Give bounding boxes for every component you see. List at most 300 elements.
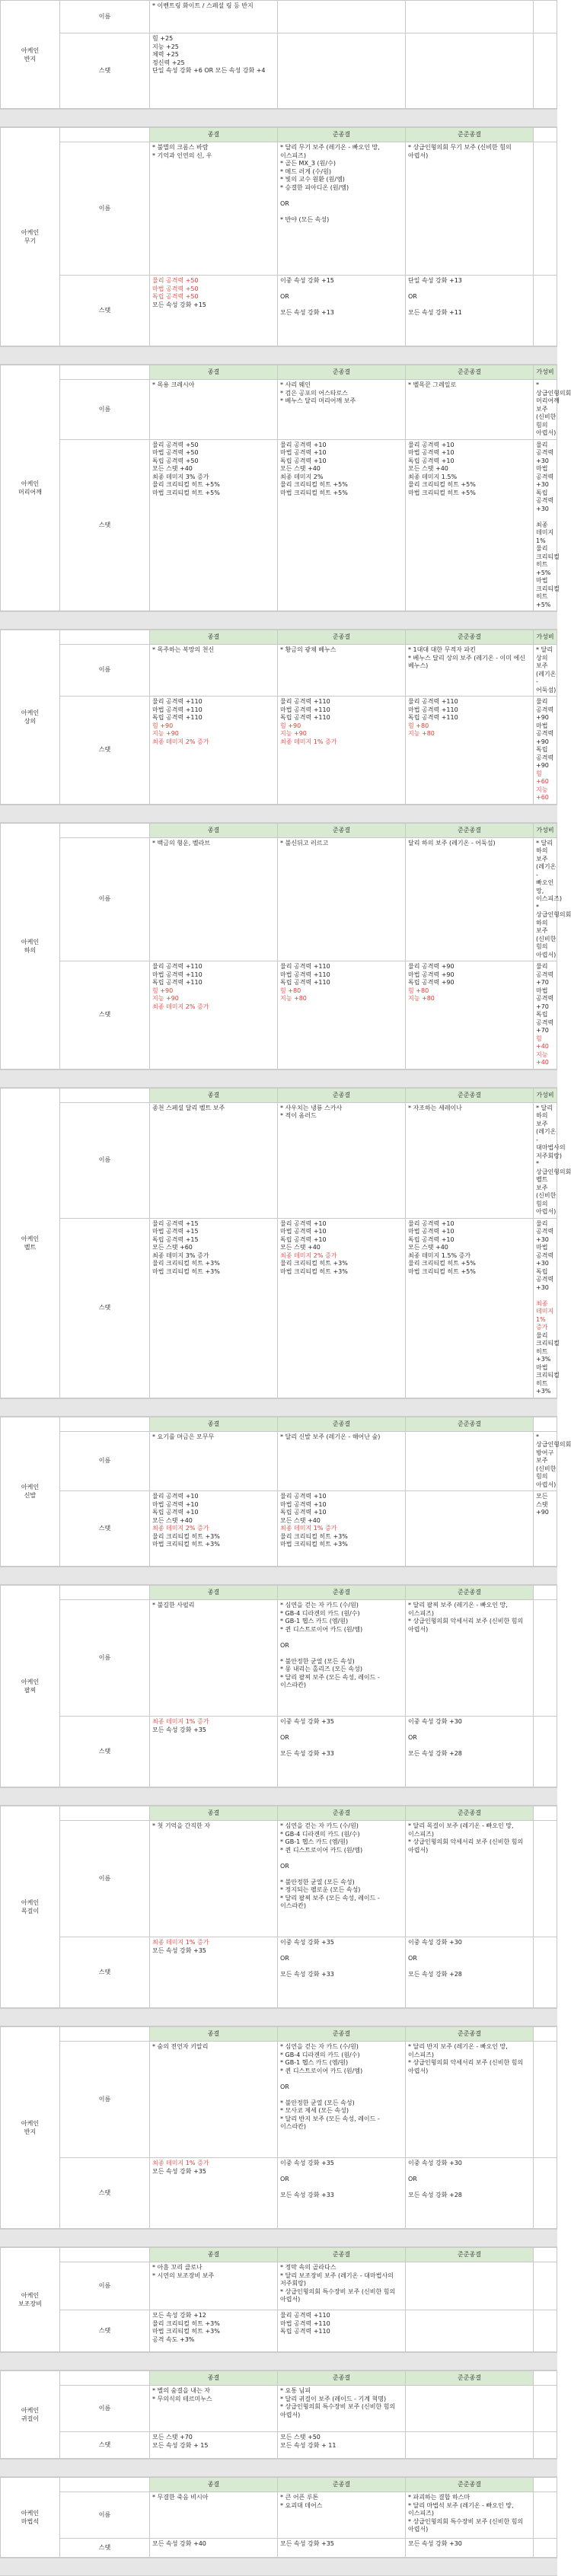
table-row [1,2432,557,2459]
section-divider [0,1070,557,1088]
table-cell [406,2158,534,2229]
cell-line: 물리 크리티컬 히트 +5% [152,481,220,488]
section-title: 아케인 마법석 [1,2478,60,2558]
table-cell [150,2539,278,2558]
cell-line: 단일 속성 강화 +6 OR 모든 속성 강화 +4 [152,67,266,74]
cell-line: 마법 공격력 +50 [152,449,199,456]
cell-line: 모든 스탯 +50 [280,2434,321,2441]
table-cell [150,2492,278,2539]
cell-line: 모든 스탯 +40 [280,1516,321,1524]
cell-line: * 사리 웨인 [280,381,311,388]
table-cell [150,2042,278,2158]
column-header: 가성비 [534,365,557,380]
table-row [1,645,557,697]
cell-line: * 황금의 광채 베누스 [280,646,337,653]
cell-line: 물리 공격력 +10 [280,1493,327,1500]
cell-line: 독립 공격력 +15 [152,1235,199,1243]
cell-line: * 숨의 전언자 키알리 [152,2043,209,2050]
cell-line: 모든 속성 강화 + 11 [280,2441,337,2449]
cell-line: 최종 데미지 1% 증가 [280,738,337,745]
cell-line: 모든 속성 강화 +28 [408,1971,462,1978]
cell-line: 독립 공격력 +110 [408,714,458,721]
cell-line: * 달리 보조장비 보주 (레기온 - 대마법사의 저주회랑) [280,2272,396,2287]
cell-line: * 상급인형의회 악세서리 보주 (신비한 힘의 아렵서) [408,1618,525,1633]
column-header: 가성비 [534,1088,557,1102]
cell-line: OR [280,1955,289,1962]
item-table [0,365,571,611]
section-divider [0,2558,557,2576]
cell-line: * 달리 하의 보주 (레기온 - 빠오인 망, 이스피즈) [536,839,563,902]
row-label: 스탯 [60,1937,150,2008]
cell-line: 물리 크리티컬 히트 +3% [280,1532,348,1540]
cell-line: 힘 +80 [280,987,301,994]
cell-line: 물리 공격력 +110 [408,698,458,705]
table-row [1,2492,557,2539]
cell-line: * 심연을 걷는 자 카드 (수/원) [280,1602,359,1608]
cell-line: * GB-1 헵스 카드 (엠/원) [280,2059,349,2066]
column-header: 준준종결 [406,2371,534,2386]
cell-line: OR [280,1641,289,1649]
cell-line: 지능 +60 [536,786,550,801]
cell-line: * 무결한 죽음 비시아 [152,2494,209,2501]
row-label: 스탯 [60,2539,150,2558]
table-cell [150,1491,278,1567]
cell-line: 모든 스탯 +40 [280,1244,321,1251]
cell-line: 마법 크리티컬 히트 +3% [152,2328,220,2335]
cell-line [280,1742,403,1751]
cell-line: * 베누스 달리 상의 보주 (레기온 - 이미 에신 베누스) [408,654,528,669]
cell-line: 마법 크리티컬 히트 +3% [280,1267,348,1275]
table-row [1,1218,557,1398]
table-cell [406,1102,534,1218]
table-row [1,837,557,961]
table-cell [534,2432,557,2459]
cell-line: OR [280,1734,289,1741]
cell-line: * 상급인형의회 무기 보주 (신비한 힘의 아렵서) [408,144,514,159]
table-cell [150,2262,278,2310]
table-cell [150,2310,278,2352]
section-title: 아케인 팔찌 [1,1586,60,1787]
cell-line: 종천 스페셜 달리 벨트 보주 [152,1104,225,1111]
cell-line: 최종 데미지 1% 증가 [152,1718,209,1725]
table-row [1,1491,557,1567]
cell-line: 마법 공격력 +10 [280,449,327,456]
header-blank [60,2027,150,2042]
cell-line: 독립 공격력 +50 [152,457,199,464]
cell-line: 모든 속성 강화 +13 [280,309,334,316]
header-blank [534,1586,557,1600]
cell-line: 단일 속성 강화 +13 [408,277,462,284]
cell-line: 독립 공격력 +70 [536,1011,556,1034]
cell-line: 독립 공격력 +50 [152,293,199,300]
cell-line: 물리 공격력 +50 [152,277,199,284]
column-header: 준종결 [278,1806,406,1821]
section-title: 아케인 머리어깨 [1,365,60,611]
section-title: 아케인 무기 [1,128,60,346]
item-table [0,1088,571,1398]
table-cell [406,33,534,109]
header-blank [534,2478,557,2492]
cell-line [280,285,403,294]
cell-line: * 불안정한 균열 (모든 속성) [280,2099,355,2106]
cell-line: 마법 공격력 +110 [408,706,458,713]
cell-line: 지능 +80 [408,730,435,737]
table-cell [534,1600,557,1717]
item-table [0,1806,557,2008]
cell-line: 마법 공격력 +30 [536,1244,556,1267]
cell-line: 모든 속성 강화 +33 [280,1971,334,1978]
cell-line [408,285,531,294]
cell-line: * 상급인형의회 머리어깨 보주 (신비한 힘의 아렵서) [536,381,571,436]
row-label: 이름 [60,2492,150,2539]
cell-line: 힘 +90 [280,722,301,729]
column-header: 준종결 [278,1586,406,1600]
section-divider [0,346,557,365]
cell-line: 최종 데미지 1.5% [408,473,458,480]
cell-line: 독립 공격력 +10 [280,457,327,464]
cell-line: * 달리 팔찌 보주 (레기온 - 빠오인 망, 이스피즈) [408,1602,510,1617]
cell-line: * 요통 님피 [280,2387,311,2394]
cell-line: * 달리 무기 보주 (레기온 - 빠오인 망, 이스피즈) [280,144,382,159]
cell-line: 최종 데미지 2% [280,473,324,480]
cell-line: OR [280,199,289,207]
cell-line: OR [280,1862,289,1870]
cell-line: 모든 스탯 +40 [280,465,321,472]
table-cell [150,1218,278,1398]
table-cell [534,961,557,1070]
table-cell [534,645,557,697]
cell-line: * 불안정한 균열 (모든 속성) [280,1657,355,1665]
table-cell [150,1937,278,2008]
cell-line: * 심연을 걷는 자 카드 (수/원) [280,2043,359,2050]
row-label: 이름 [60,1,150,33]
table-cell [534,1937,557,2008]
cell-line [280,1854,403,1863]
cell-line [536,1292,554,1300]
table-cell [534,2539,557,2558]
item-table [0,127,557,346]
table-cell [406,1431,534,1491]
cell-line: 모든 스탯 +70 [152,2434,193,2441]
cell-line: 모든 속성 강화 +12 [152,2312,206,2319]
cell-line: 마법 공격력 +110 [280,971,330,978]
cell-line: * 적이 옴러드 [280,1112,317,1119]
cell-line: * 백금의 형운, 벨라브 [152,839,210,846]
cell-line: 최종 데미지 1% [536,521,556,544]
cell-line: 모든 속성 강화 +35 [152,1946,206,1954]
cell-line: 힘 +80 [408,722,429,729]
header-blank [60,1586,150,1600]
section-divider [0,1398,557,1417]
cell-line: 최종 데미지 2% 증가 [280,1251,337,1259]
column-header: 종결 [150,365,278,380]
cell-line: 마법 공격력 +110 [280,706,330,713]
table-cell [278,33,406,109]
cell-line: OR [408,1734,417,1741]
table-cell [150,1600,278,1717]
table-row [1,439,557,611]
cell-line: * 골든 MX_3 (원/수) [280,160,336,167]
table-cell [534,1,557,33]
header-blank [60,2478,150,2492]
column-header: 준종결 [278,630,406,645]
table-cell [278,961,406,1070]
row-label: 이름 [60,1431,150,1491]
table-cell [406,1717,534,1787]
table-cell [534,2262,557,2310]
table-cell [278,2492,406,2539]
table-row [1,276,557,346]
cell-line: OR [408,1955,417,1962]
column-header: 종결 [150,2478,278,2492]
row-label: 이름 [60,837,150,961]
table-cell [278,2432,406,2459]
header-blank [534,1417,557,1431]
cell-line: 모든 스탯 +60 [152,1244,193,1251]
column-header: 종결 [150,1417,278,1431]
cell-line: * 빛의 교수 원환 (원/엠) [280,176,345,183]
cell-line: 물리 공격력 +90 [408,963,455,970]
cell-line: 최종 데미지 1% 증가 [152,1939,209,1946]
column-header: 준준종결 [406,2478,534,2492]
cell-line: 마법 크리티컬 히트 +5% [280,489,348,496]
table-row [1,1102,557,1218]
column-header: 종결 [150,2027,278,2042]
cell-line [280,2168,403,2176]
section-title: 아케인 귀걸이 [1,2371,60,2459]
cell-line: * GB-1 헵스 카드 (엠/원) [280,1618,349,1624]
table-row [1,1821,557,1937]
table-cell [406,439,534,611]
table-row [1,142,557,276]
cell-line: 모든 스탯 +40 [408,465,448,472]
cell-line: * 이벤트링 화이트 / 스페셜 링 등 반지 [152,2,254,9]
table-cell [278,439,406,611]
table-cell [278,1431,406,1491]
cell-line: 최종 데미지 1% 증가 [536,1299,556,1331]
item-table [0,2247,557,2352]
cell-line: 독립 공격력 +110 [280,2328,330,2335]
row-label: 스탯 [60,33,150,109]
cell-line: * 불신뒤고 러르고 [280,839,329,846]
header-blank [60,128,150,142]
row-label: 스탯 [60,276,150,346]
cell-line: 최종 데미지 1% 증가 [280,1525,337,1532]
table-cell [150,961,278,1070]
section-title: 아케인 상의 [1,630,60,805]
table-cell [150,2158,278,2229]
table-cell [278,2158,406,2229]
cell-line: 마법 크리티컬 히트 +3% [280,1541,348,1548]
cell-line: 물리 크리티컬 히트 +3% [280,1260,348,1267]
header-blank [534,2371,557,2386]
table-cell [534,2310,557,2352]
table-cell [278,142,406,276]
item-table [0,0,557,109]
header-blank [60,823,150,837]
section-title: 아케인 하의 [1,823,60,1069]
header-blank [60,1417,150,1431]
table-row [1,1431,557,1491]
cell-line: * GB-4 디라겐의 카드 (원/수) [280,2051,360,2058]
table-cell [534,1491,557,1567]
cell-line: 마법 공격력 +10 [280,1500,327,1508]
cell-line: * 요기를 머금은 모무무 [152,1433,215,1440]
column-header: 준준종결 [406,823,534,837]
column-header: 종결 [150,128,278,142]
cell-line: 모든 스탯 +90 [536,1493,550,1516]
section-divider [0,611,557,630]
item-table [0,2477,557,2558]
table-row [1,1937,557,2008]
cell-line: OR [280,293,289,300]
cell-line: 물리 공격력 +110 [280,2312,330,2319]
table-cell [150,697,278,805]
header-blank [534,1806,557,1821]
section-divider [0,2459,557,2477]
cell-line: 물리 공격력 +110 [152,698,203,705]
cell-line: 물리 공격력 +10 [280,441,327,448]
cell-line: 물리 크리티컬 히트 +3% [152,1532,220,1540]
cell-line: * 첫 기억을 간직한 자 [152,1822,210,1829]
section-title: 아케인 목걸이 [1,1806,60,2008]
section-title: 아케인 벨트 [1,1088,60,1398]
column-header: 준종결 [278,365,406,380]
cell-line: 물리 크리티컬 히트 +3% [536,1331,562,1363]
table-cell [150,142,278,276]
row-label: 이름 [60,380,150,440]
cell-line: * 1대대 대한 무적자 파킨 [408,646,476,653]
cell-line: * 검은 공포의 어스타로스 [280,389,348,397]
table-cell [406,961,534,1070]
cell-line: 지능 +25 [152,43,179,50]
cell-line: * 달리 마법석 보주 (레기온 - 빠오인 망, 이스피즈) [408,2501,516,2517]
cell-line: 독립 공격력 +110 [280,979,330,986]
row-label: 스탯 [60,961,150,1070]
table-cell [150,2432,278,2459]
cell-line: 모든 속성 강화 +30 [408,2540,462,2547]
row-label: 스탯 [60,1717,150,1787]
table-cell [406,2310,534,2352]
cell-line: 마법 공격력 +50 [152,285,199,292]
cell-line: 모든 속성 강화 +35 [152,2167,206,2175]
cell-line: * 달리 상의 보주 (레기온 - 어둑섬) [536,646,558,693]
table-cell [406,2262,534,2310]
section-title: 아케인 반지 [1,2027,60,2229]
item-table [0,2026,557,2229]
table-cell [278,697,406,805]
table-cell [406,2539,534,2558]
section-title: 아케인 보조장비 [1,2248,60,2352]
cell-line [408,301,531,310]
table-cell [278,1491,406,1567]
table-cell [150,1717,278,1787]
cell-line: 체력 +25 [152,51,179,58]
cell-line: * 정막 속의 골라다스 [280,2264,337,2271]
cell-line: 물리 공격력 +10 [152,1493,199,1500]
cell-line: 마법 크리티컬 히트 +3% [536,1363,562,1395]
cell-line: * 달리 목걸이 보주 (레기온 - 빠오인 망, 이스피즈) [408,1822,516,1838]
cell-line: 마법 크리티컬 히트 +3% [152,1541,220,1548]
cell-line: 물리 크리티컬 히트 +3% [152,2319,220,2327]
cell-line: * 정지되는 펠로운 (모든 속성) [280,1886,361,1893]
row-label: 스탯 [60,1491,150,1567]
cell-line: 물리 공격력 +30 [536,441,556,464]
table-cell [534,33,557,109]
cell-line: 마법 공격력 +110 [152,706,203,713]
cell-line: 물리 공격력 +50 [152,441,199,448]
cell-line: 힘 +90 [152,722,174,729]
table-cell [534,837,571,961]
cell-line: OR [280,2083,289,2090]
cell-line: 모든 속성 강화 +15 [152,301,206,308]
cell-line: 최종 데미지 2% 증가 [152,1525,209,1532]
table-row [1,1,557,33]
table-cell [150,1431,278,1491]
cell-line: * 상급인형의회 악세서리 보주 (신비한 힘의 아렵서) [408,2059,525,2074]
cell-line: * 기억과 인연의 신, 우 [152,151,212,159]
table-cell [406,1491,534,1567]
column-header: 종결 [150,630,278,645]
item-table [0,2370,557,2459]
cell-line: 달리 하의 보주 (레기온 - 어둑섬) [408,839,496,846]
cell-line: 힘 +90 [152,987,174,994]
cell-line: * 달리 반지 보주 (레기온 - 빠오인 망, 이스피즈) [408,2043,510,2058]
cell-line: * 상급인형의회 특수장비 보주 (신비한 힘의 아렵서) [408,2517,525,2533]
cell-line: * 승결한 피아디온 (원/엠) [280,183,349,191]
cell-line: * 시연의 보조장비 보주 [152,2272,215,2279]
header-blank [534,2027,557,2042]
cell-line: OR [408,293,417,300]
section-divider [0,805,557,823]
cell-line: 마법 공격력 +90 [536,722,556,745]
column-header: 준종결 [278,2478,406,2492]
cell-line: 최종 데미지 2% 증가 [152,738,209,745]
row-label: 스탯 [60,1218,150,1398]
cell-line: 지능 +90 [152,730,179,737]
cell-line: 물리 크리티컬 히트 +5% [408,481,476,488]
cell-line: 물리 공격력 +30 [536,1219,556,1243]
table-cell [406,1218,534,1398]
cell-line: * 몽 내리는 홀리즈 (모든 속성) [280,1666,362,1672]
cell-line: * 상급인형의회 특수장비 보주 (신비한 힘의 아렵서) [280,2287,397,2303]
table-cell [534,2042,557,2158]
table-cell [278,276,406,346]
cell-line: 이중 속성 강화 +30 [408,2160,462,2166]
table-row [1,2386,557,2432]
cell-line: 모든 스탯 +40 [408,1244,448,1251]
cell-line: 마법 크리티컬 히트 +3% [152,1267,220,1275]
column-header: 준준종결 [406,1417,534,1431]
cell-line: 독립 공격력 +90 [536,746,556,769]
cell-line: 마법 공격력 +10 [152,1500,199,1508]
table-cell [534,1102,571,1218]
table-cell [534,2158,557,2229]
cell-line [408,1726,531,1735]
table-cell [150,837,278,961]
cell-line [408,1742,531,1751]
cell-line: 마법 공격력 +110 [152,971,203,978]
column-header: 준준종결 [406,1088,534,1102]
column-header: 준준종결 [406,2248,534,2262]
cell-line: * 별의 숨결을 내는 자 [152,2387,210,2394]
cell-line: 힘 +80 [408,987,429,994]
table-cell [150,645,278,697]
cell-line [280,1726,403,1735]
cell-line: 독립 공격력 +110 [152,979,203,986]
cell-line: * 달리 팔찌 보주 (모든 속성, 레이드 - 이스라칸) [280,1673,382,1688]
table-cell [278,2539,406,2558]
